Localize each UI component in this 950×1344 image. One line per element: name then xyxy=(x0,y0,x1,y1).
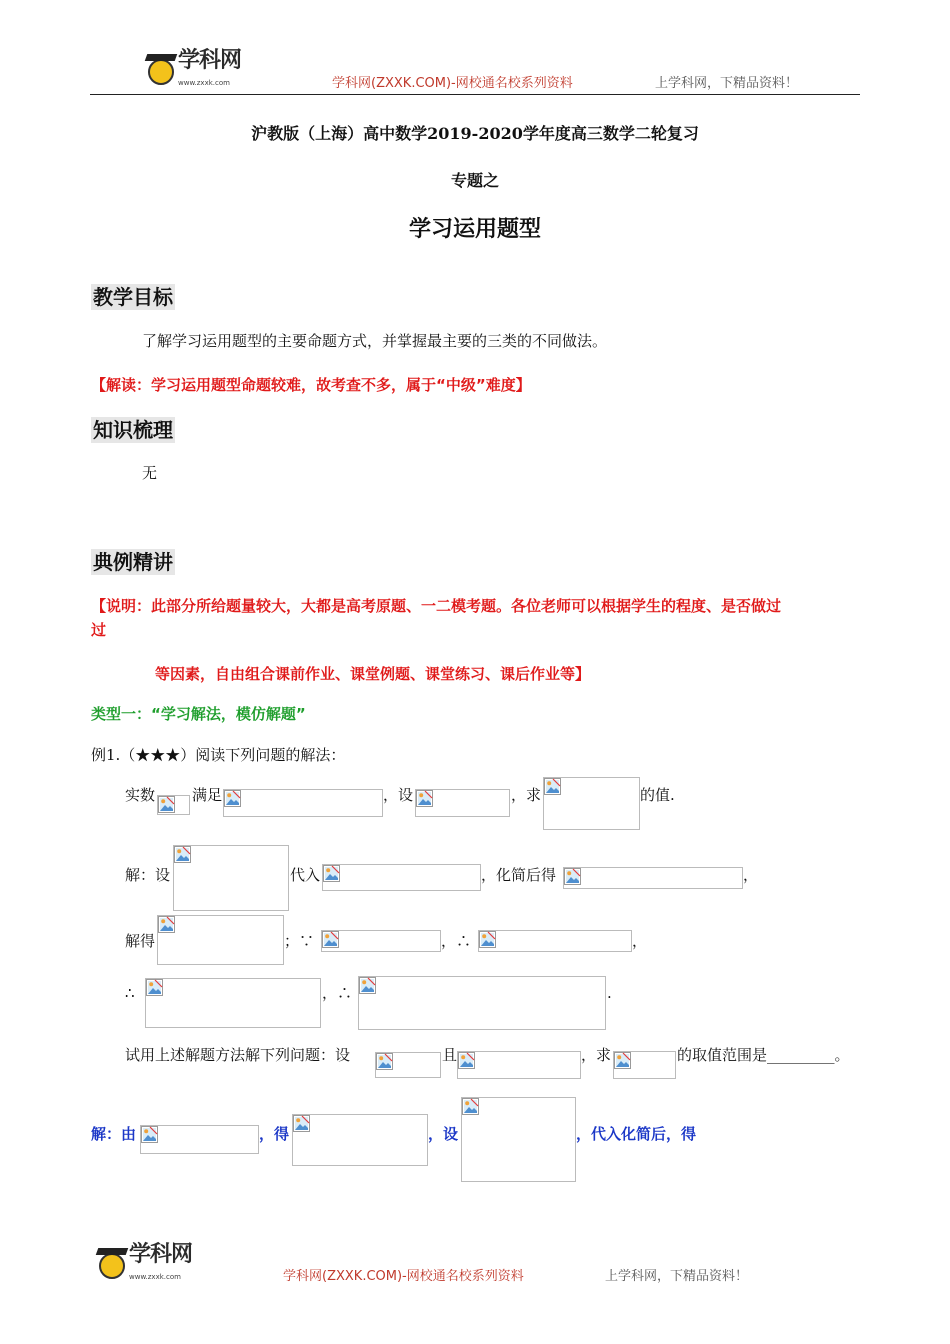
ex1-text-2: 满足 xyxy=(192,786,223,804)
graduate-cap-icon xyxy=(148,59,174,85)
formula-image xyxy=(358,976,606,1030)
formula-image xyxy=(322,864,481,891)
broken-image-icon xyxy=(359,977,376,994)
sol-text-3: ，化简后得 xyxy=(481,866,557,884)
type-one-heading: 类型一：“学习解法，模仿解题” xyxy=(91,705,306,723)
formula-image xyxy=(173,845,289,911)
doc-main-title: 学习运用题型 xyxy=(408,216,541,242)
ex1-text-4: ，求 xyxy=(511,786,542,804)
section-heading-goal: 教学目标 xyxy=(93,285,173,309)
try-text-1: 试用上述解题方法解下列问题：设 xyxy=(125,1046,351,1064)
broken-image-icon xyxy=(544,778,561,795)
header-logo-text: 学科网 xyxy=(178,48,242,73)
footer-logo-text: 学科网 xyxy=(129,1242,193,1267)
broken-image-icon xyxy=(174,846,191,863)
goal-text: 了解学习运用题型的主要命题方式，并掌握最主要的三类的不同做法。 xyxy=(142,332,608,350)
formula-image xyxy=(543,777,640,830)
footer-tagline: 上学科网，下精品资料！ xyxy=(605,1269,749,1284)
sol2-text-1: 解得 xyxy=(125,932,156,950)
answer-text-1: 解：由 xyxy=(91,1125,137,1143)
sol2-text-3: ，∴ xyxy=(441,932,472,950)
header-tagline: 上学科网，下精品资料！ xyxy=(655,76,799,91)
formula-image xyxy=(461,1097,576,1182)
formula-image xyxy=(157,795,190,815)
formula-image xyxy=(375,1052,441,1078)
formula-image xyxy=(223,789,383,817)
header-logo[interactable] xyxy=(148,50,241,94)
try-text-4: 的取值范围是_________。 xyxy=(677,1046,850,1064)
formula-image xyxy=(145,978,321,1028)
sol-text-2: 代入 xyxy=(290,866,321,884)
broken-image-icon xyxy=(416,790,433,807)
formula-image xyxy=(292,1114,428,1166)
header-divider xyxy=(90,94,860,95)
sol2-text-4: ， xyxy=(632,932,648,950)
footer-slogan: 学科网(ZXXK.COM)-网校通名校系列资料 xyxy=(283,1269,524,1284)
formula-image xyxy=(457,1051,581,1079)
broken-image-icon xyxy=(158,916,175,933)
broken-image-icon xyxy=(479,931,496,948)
footer-logo[interactable] xyxy=(99,1244,192,1288)
doc-title-line2: 专题之 xyxy=(450,171,499,190)
broken-image-icon xyxy=(141,1126,158,1143)
answer-text-4: ，代入化简后，得 xyxy=(576,1125,697,1143)
formula-image xyxy=(613,1051,676,1079)
formula-image xyxy=(140,1125,259,1154)
explanation-note-line2: 等因素，自由组合课前作业、课堂例题、课堂练习、课后作业等】 xyxy=(155,665,591,683)
sol3-text-2: ，∴ xyxy=(322,984,353,1002)
sol3-text-3: . xyxy=(607,984,612,1002)
answer-text-2: ，得 xyxy=(259,1125,290,1143)
broken-image-icon xyxy=(293,1115,310,1132)
answer-text-3: ，设 xyxy=(428,1125,459,1143)
explanation-note-line1-wrap: 过 xyxy=(91,621,107,639)
try-text-3: ，求 xyxy=(581,1046,612,1064)
broken-image-icon xyxy=(458,1052,475,1069)
ex1-text-3: ，设 xyxy=(383,786,414,804)
formula-image xyxy=(415,789,510,817)
broken-image-icon xyxy=(224,790,241,807)
header-logo-url: www.zxxk.com xyxy=(178,79,230,87)
broken-image-icon xyxy=(462,1098,479,1115)
broken-image-icon xyxy=(614,1052,631,1069)
try-text-2: 且 xyxy=(442,1046,458,1064)
broken-image-icon xyxy=(146,979,163,996)
broken-image-icon xyxy=(158,796,175,813)
goal-note: 【解读：学习运用题型命题较难，故考查不多，属于“中级”难度】 xyxy=(91,376,531,394)
broken-image-icon xyxy=(323,865,340,882)
knowledge-text: 无 xyxy=(142,464,158,482)
graduate-cap-icon xyxy=(99,1253,125,1279)
formula-image xyxy=(563,867,743,889)
broken-image-icon xyxy=(564,868,581,885)
sol2-text-2: ；∵ xyxy=(284,932,315,950)
sol3-text-1: ∴ xyxy=(125,984,135,1002)
formula-image xyxy=(157,915,284,965)
formula-image xyxy=(321,930,441,952)
doc-title-line1: 沪教版（上海）高中数学2019-2020学年度高三数学二轮复习 xyxy=(251,124,699,143)
header-slogan: 学科网(ZXXK.COM)-网校通名校系列资料 xyxy=(332,76,573,91)
ex1-text-1: 实数 xyxy=(125,786,156,804)
broken-image-icon xyxy=(322,931,339,948)
section-heading-examples: 典例精讲 xyxy=(93,550,173,574)
ex1-text-5: 的值. xyxy=(640,786,675,804)
explanation-note-line1: 【说明：此部分所给题量较大，大都是高考原题、一二模考题。各位老师可以根据学生的程度、是否做过 xyxy=(91,597,782,615)
example1-label: 例1.（★★★）阅读下列问题的解法： xyxy=(91,746,346,764)
section-heading-knowledge: 知识梳理 xyxy=(93,418,173,442)
sol-text-4: ， xyxy=(743,866,759,884)
broken-image-icon xyxy=(376,1053,393,1070)
footer-logo-url: www.zxxk.com xyxy=(129,1273,181,1281)
sol-text-1: 解：设 xyxy=(125,866,171,884)
formula-image xyxy=(478,930,632,952)
